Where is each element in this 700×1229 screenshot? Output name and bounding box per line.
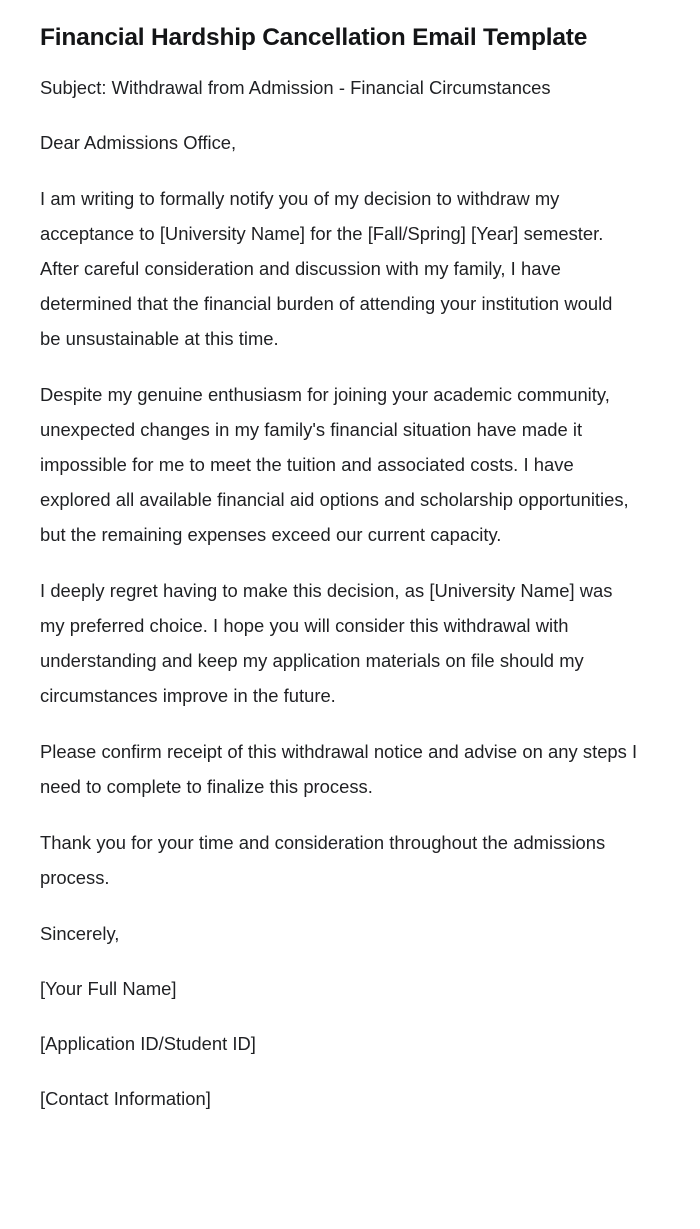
email-body-paragraph-4: Please confirm receipt of this withdrawal notice and advise on any steps I need to complete to finalize this process. — [40, 741, 638, 797]
email-body-paragraph-2: Despite my genuine enthusiasm for joining your academic community, unexpected changes in my family's financial situation have made it impossible for me to meet the tuition and associated costs. I have explored all available financial aid options and scholarship opportunities, but the remaining expenses exceed our current capacity. — [40, 384, 629, 545]
email-salutation: Dear Admissions Office, — [40, 132, 237, 153]
signature-full-name-placeholder: [Your Full Name] — [40, 978, 177, 999]
email-body-paragraph-5: Thank you for your time and consideration throughout the admissions process. — [40, 832, 606, 888]
signature-application-id-placeholder: [Application ID/Student ID] — [40, 1033, 256, 1054]
page-title: Financial Hardship Cancellation Email Template — [40, 24, 588, 51]
signature-contact-information-placeholder: [Contact Information] — [40, 1088, 211, 1109]
email-body-paragraph-1: I am writing to formally notify you of my decision to withdraw my acceptance to [University Name] for the [Fall/Spring] [Year] semester. After careful consideration and discussion with my family, I have determined that the financial burden of attending your institution would be unsustainable at this time. — [40, 188, 613, 349]
email-closing: Sincerely, — [40, 923, 120, 944]
email-body-paragraph-3: I deeply regret having to make this decision, as [University Name] was my preferred choice. I hope you will consider this withdrawal with understanding and keep my application materials on file should my circumstances improve in the future. — [40, 580, 613, 706]
email-subject-line: Subject: Withdrawal from Admission - Financial Circumstances — [40, 77, 551, 98]
